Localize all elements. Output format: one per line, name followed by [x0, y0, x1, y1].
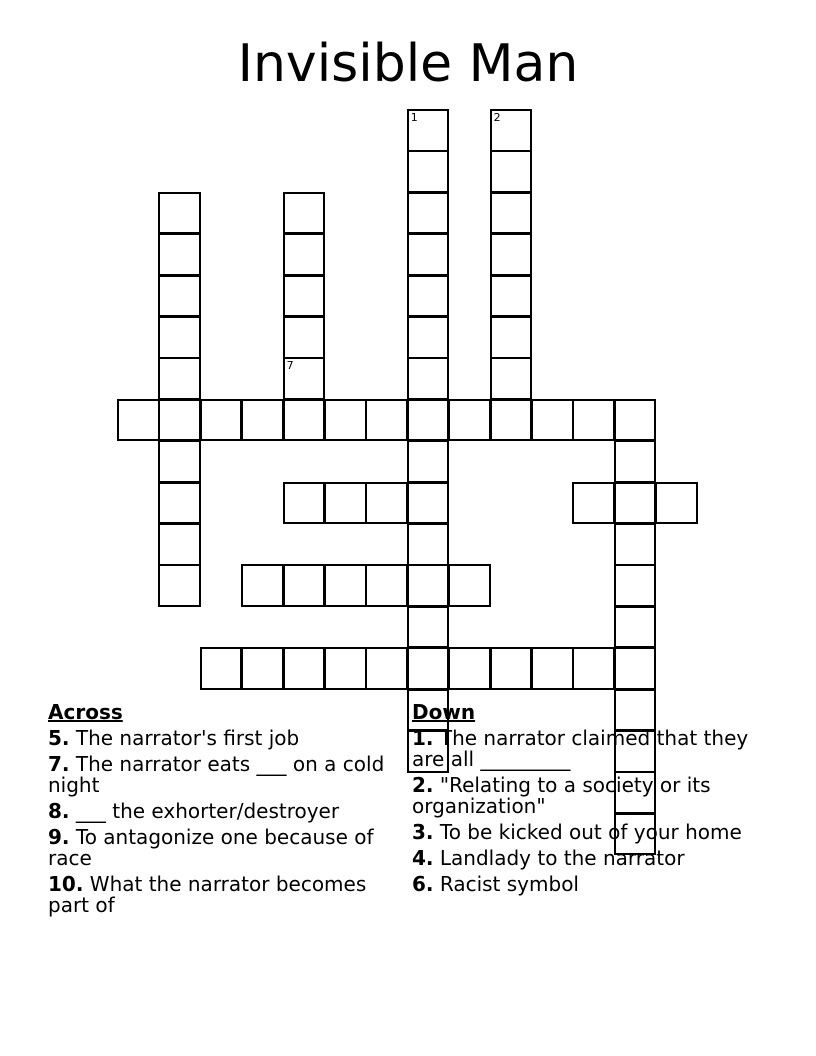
- grid-cell[interactable]: [158, 564, 201, 607]
- grid-cell[interactable]: [407, 564, 450, 607]
- grid-cell[interactable]: [200, 647, 243, 690]
- grid-cell[interactable]: [324, 399, 367, 442]
- clue-number: 10.: [48, 872, 84, 896]
- across-heading: Across: [48, 700, 123, 724]
- clue-number: 7.: [48, 752, 70, 776]
- grid-cell[interactable]: [614, 440, 657, 483]
- grid-cell[interactable]: [365, 564, 408, 607]
- clue-text: To be kicked out of your home: [439, 820, 742, 844]
- clue-number: 6.: [412, 872, 434, 896]
- grid-cell[interactable]: [490, 316, 533, 359]
- grid-cell[interactable]: [614, 606, 657, 649]
- grid-cell[interactable]: [407, 647, 450, 690]
- across-clue: [48, 801, 388, 822]
- cell-number: 7: [286, 359, 294, 373]
- clue-text: ___ the exhorter/destroyer: [75, 799, 340, 823]
- clue-text: Racist symbol: [439, 872, 579, 896]
- grid-cell[interactable]: [655, 482, 698, 525]
- grid-cell[interactable]: [531, 647, 574, 690]
- grid-cell[interactable]: [407, 440, 450, 483]
- grid-cell[interactable]: [490, 109, 533, 152]
- grid-cell[interactable]: [283, 316, 326, 359]
- grid-cell[interactable]: [241, 647, 284, 690]
- clue-text: Landlady to the narrator: [439, 846, 685, 870]
- grid-cell[interactable]: [407, 275, 450, 318]
- across-clue: [48, 728, 388, 749]
- clue-number: 2.: [412, 773, 434, 797]
- grid-cell[interactable]: [365, 647, 408, 690]
- grid-cell[interactable]: [200, 399, 243, 442]
- grid-cell[interactable]: [490, 357, 533, 400]
- grid-cell[interactable]: [490, 275, 533, 318]
- grid-cell[interactable]: [614, 647, 657, 690]
- clue-number: 5.: [48, 726, 70, 750]
- grid-cell[interactable]: [490, 399, 533, 442]
- grid-cell[interactable]: [490, 233, 533, 276]
- grid-cell[interactable]: [158, 482, 201, 525]
- grid-cell[interactable]: [614, 399, 657, 442]
- grid-cell[interactable]: [407, 316, 450, 359]
- grid-cell[interactable]: [490, 150, 533, 193]
- grid-cell[interactable]: [324, 482, 367, 525]
- grid-cell[interactable]: [572, 399, 615, 442]
- grid-cell[interactable]: [158, 399, 201, 442]
- grid-cell[interactable]: [407, 150, 450, 193]
- clue-text: The narrator's first job: [75, 726, 300, 750]
- grid-cell[interactable]: [407, 357, 450, 400]
- grid-cell[interactable]: [365, 399, 408, 442]
- grid-cell[interactable]: [448, 564, 491, 607]
- grid-cell[interactable]: [407, 606, 450, 649]
- clue-number: 3.: [412, 820, 434, 844]
- grid-cell[interactable]: [158, 233, 201, 276]
- across-clue: [48, 874, 388, 916]
- grid-cell[interactable]: [572, 647, 615, 690]
- puzzle-title: Invisible Man: [237, 34, 579, 94]
- down-clue: [412, 775, 762, 817]
- grid-cell[interactable]: [158, 357, 201, 400]
- grid-cell[interactable]: [572, 482, 615, 525]
- across-clue: [48, 827, 388, 869]
- grid-cell[interactable]: [407, 399, 450, 442]
- cell-number: 1: [410, 111, 418, 124]
- grid-cell[interactable]: [448, 647, 491, 690]
- grid-cell[interactable]: [365, 482, 408, 525]
- down-clue: [412, 848, 762, 869]
- grid-cell[interactable]: [158, 523, 201, 566]
- grid-cell[interactable]: [614, 482, 657, 525]
- down-clue: [412, 728, 762, 770]
- clue-number: 8.: [48, 799, 70, 823]
- grid-cell[interactable]: [407, 192, 450, 235]
- grid-cell[interactable]: [407, 482, 450, 525]
- grid-cell[interactable]: [407, 233, 450, 276]
- grid-cell[interactable]: [490, 192, 533, 235]
- down-clue: [412, 822, 762, 843]
- grid-cell[interactable]: [158, 440, 201, 483]
- grid-cell[interactable]: [283, 647, 326, 690]
- clue-text: "Relating to a society or its organization": [412, 773, 711, 818]
- grid-cell[interactable]: [531, 399, 574, 442]
- grid-cell[interactable]: [158, 316, 201, 359]
- clue-number: 9.: [48, 825, 70, 849]
- clue-text: The narrator eats ___ on a cold night: [48, 752, 385, 797]
- grid-cell[interactable]: [614, 564, 657, 607]
- grid-cell[interactable]: [283, 233, 326, 276]
- grid-cell[interactable]: [241, 399, 284, 442]
- across-clues: [48, 702, 388, 921]
- grid-cell[interactable]: [283, 192, 326, 235]
- grid-cell[interactable]: [283, 564, 326, 607]
- grid-cell[interactable]: [407, 523, 450, 566]
- grid-cell[interactable]: [283, 482, 326, 525]
- cell-number: 2: [493, 111, 501, 124]
- down-clues: [412, 702, 762, 900]
- grid-cell[interactable]: [490, 647, 533, 690]
- grid-cell[interactable]: [324, 647, 367, 690]
- grid-cell[interactable]: [407, 109, 450, 152]
- grid-cell[interactable]: [614, 523, 657, 566]
- grid-cell[interactable]: [448, 399, 491, 442]
- clue-text: The narrator claimed that they are all _________: [412, 726, 749, 771]
- grid-cell[interactable]: [283, 275, 326, 318]
- grid-cell[interactable]: [241, 564, 284, 607]
- grid-cell[interactable]: [158, 192, 201, 235]
- grid-cell[interactable]: [117, 399, 160, 442]
- across-clue: [48, 754, 388, 796]
- clue-text: What the narrator becomes part of: [48, 872, 367, 917]
- clue-number: 4.: [412, 846, 434, 870]
- grid-cell[interactable]: [283, 357, 326, 400]
- grid-cell[interactable]: [283, 399, 326, 442]
- down-heading: Down: [412, 700, 476, 724]
- clue-text: To antagonize one because of race: [48, 825, 374, 870]
- clue-number: 1.: [412, 726, 434, 750]
- grid-cell[interactable]: [158, 275, 201, 318]
- grid-cell[interactable]: [324, 564, 367, 607]
- down-clue: [412, 874, 762, 895]
